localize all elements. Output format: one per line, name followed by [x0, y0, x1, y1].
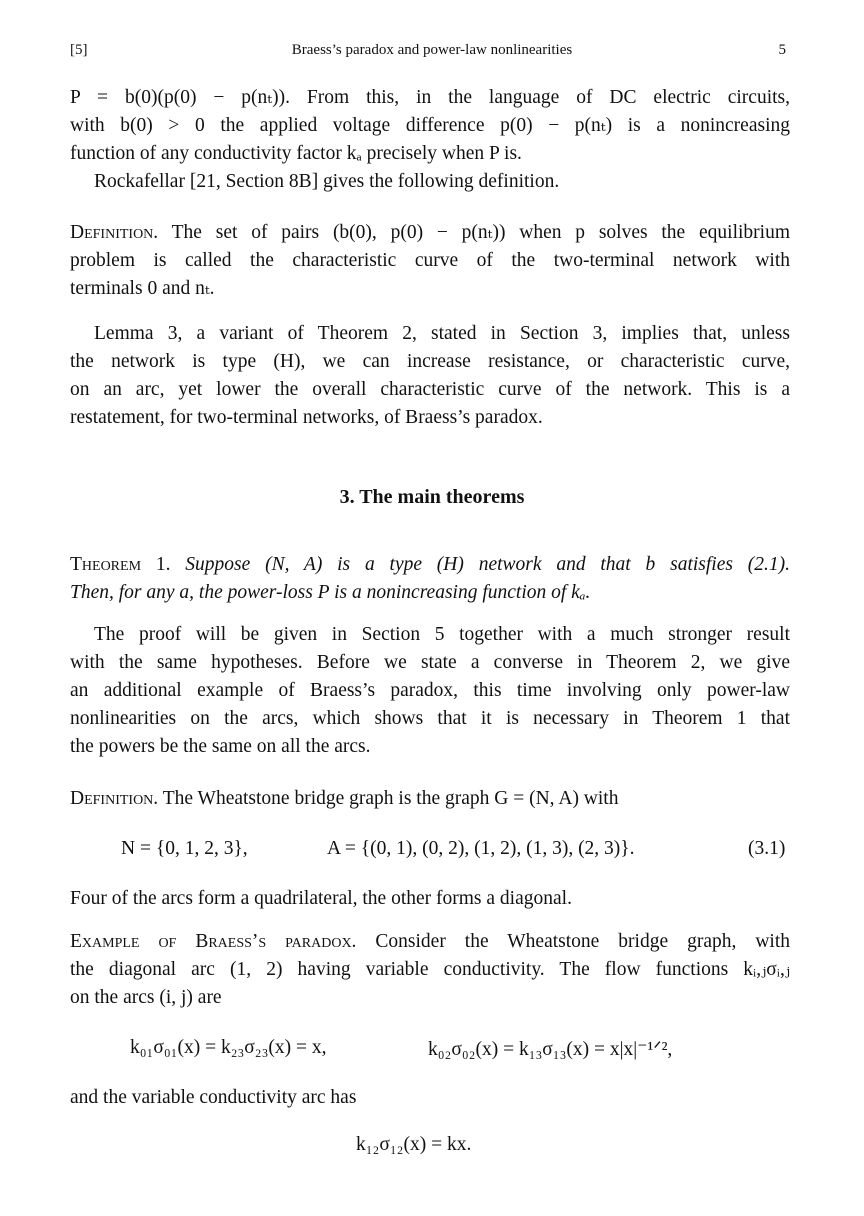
- running-title: Braess’s paradox and power-law nonlinearities: [291, 42, 573, 58]
- text-line: Rockafellar [21, Section 8B] gives the following definition.: [94, 171, 560, 192]
- theorem-label: Theorem 1.: [70, 554, 171, 575]
- text-line: Four of the arcs form a quadrilateral, the other forms a diagonal.: [70, 888, 572, 909]
- page-reference: [5]: [70, 42, 88, 58]
- example-label: Example of Braess’s paradox.: [70, 931, 357, 952]
- text-line: terminals 0 and nₜ.: [70, 278, 215, 299]
- text-line: Example of Braess’s paradox. Consider the Wheatstone bridge graph, with: [70, 931, 791, 952]
- text-line: an additional example of Braess’s paradox, this time involving only power-law: [70, 680, 790, 701]
- equation-number: (3.1): [748, 838, 786, 859]
- text-line: Then, for any a, the power-loss P is a nonincreasing function of kₐ.: [70, 582, 591, 603]
- text-line: the network is type (H), we can increase resistance, or characteristic curve,: [70, 351, 790, 372]
- text-line: The proof will be given in Section 5 together with a much stronger result: [94, 624, 790, 645]
- text-line: function of any conductivity factor kₐ precisely when P is.: [70, 143, 522, 164]
- equation-arcs: A = {(0, 1), (0, 2), (1, 2), (1, 3), (2, 3)}.: [327, 838, 635, 859]
- text-line: nonlinearities on the arcs, which shows that it is necessary in Theorem 1 that: [70, 708, 790, 729]
- text-line: with the same hypotheses. Before we state a converse in Theorem 2, we give: [70, 652, 790, 673]
- text-line: with b(0) > 0 the applied voltage difference p(0) − p(nₜ) is a nonincreasing: [70, 115, 790, 136]
- equation-flow-right: k₀₂σ₀₂(x) = k₁₃σ₁₃(x) = x|x|⁻¹ᐟ²,: [428, 1039, 673, 1060]
- text-line: problem is called the characteristic curve of the two-terminal network with: [70, 250, 790, 271]
- text-line: Lemma 3, a variant of Theorem 2, stated in Section 3, implies that, unless: [94, 323, 790, 344]
- text-line: Definition. The set of pairs (b(0), p(0) − p(nₜ)) when p solves the equilibrium: [70, 222, 790, 243]
- text-line: on the arcs (i, j) are: [70, 987, 222, 1008]
- text-line: on an arc, yet lower the overall characteristic curve of the network. This is a: [70, 379, 790, 400]
- text-line: Theorem 1. Suppose (N, A) is a type (H) network and that b satisfies (2.1).: [70, 554, 790, 575]
- text-line: and the variable conductivity arc has: [70, 1087, 357, 1108]
- definition-label: Definition.: [70, 222, 159, 243]
- text-line: the powers be the same on all the arcs.: [70, 736, 371, 757]
- equation-nodes: N = {0, 1, 2, 3},: [121, 838, 248, 859]
- text-line: Definition. The Wheatstone bridge graph is the graph G = (N, A) with: [70, 788, 619, 809]
- text-line: P = b(0)(p(0) − p(nₜ)). From this, in the language of DC electric circuits,: [70, 87, 790, 108]
- text-line: restatement, for two-terminal networks, of Braess’s paradox.: [70, 407, 543, 428]
- section-heading: 3. The main theorems: [339, 486, 525, 508]
- equation-variable: k₁₂σ₁₂(x) = kx.: [356, 1134, 472, 1155]
- text-line: the diagonal arc (1, 2) having variable conductivity. The flow functions kᵢ,ⱼσᵢ,ⱼ: [70, 959, 790, 980]
- definition-label: Definition.: [70, 788, 159, 809]
- equation-flow-left: k₀₁σ₀₁(x) = k₂₃σ₂₃(x) = x,: [130, 1037, 327, 1058]
- page-number: 5: [778, 42, 786, 58]
